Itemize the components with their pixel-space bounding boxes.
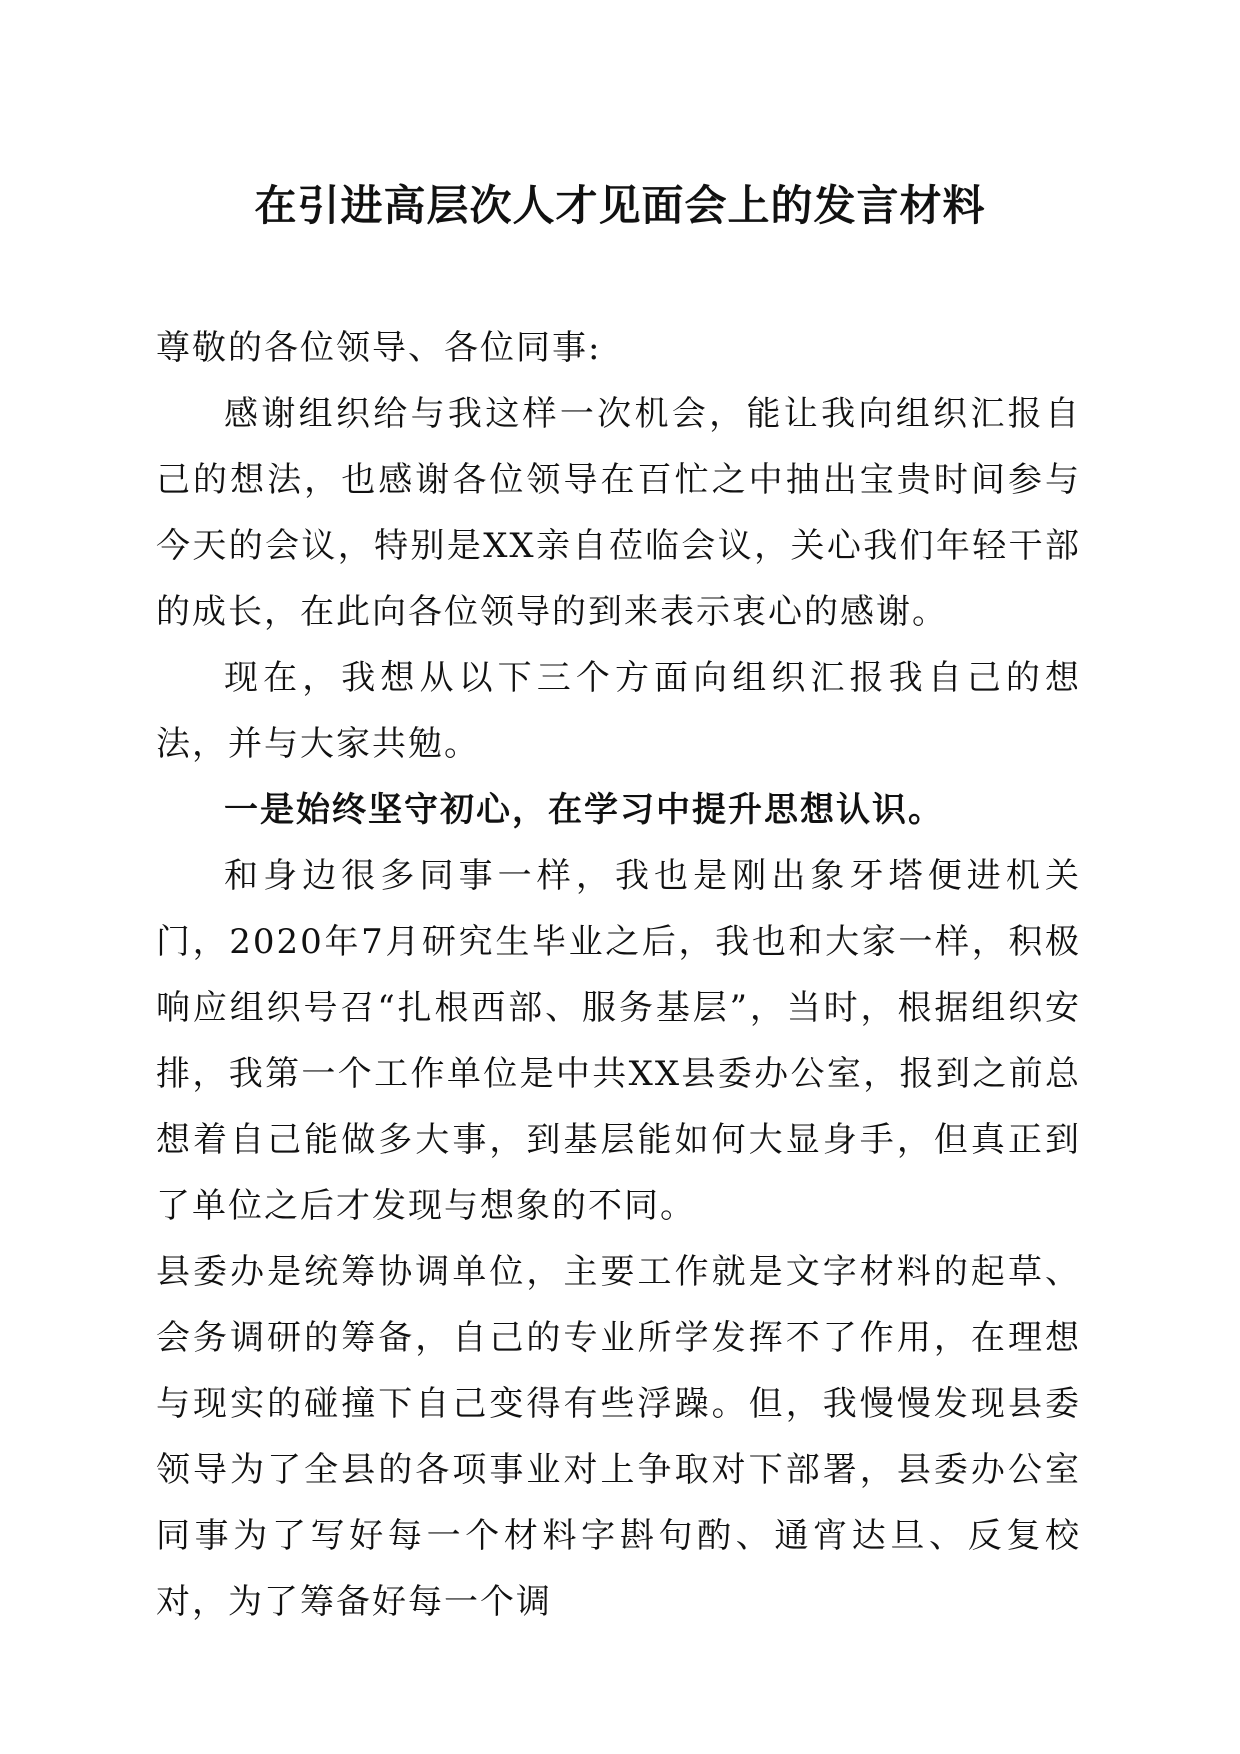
- document-title: 在引进高层次人才见面会上的发言材料: [254, 181, 986, 230]
- intro-paragraph: 现在，我想从以下三个方面向组织汇报我自己的想法，并与大家共勉。: [156, 658, 1081, 764]
- office-work-paragraph: 县委办是统筹协调单位，主要工作就是文字材料的起草、会务调研的筹备，自己的专业所学发挥不了作用，在理想与现实的碰撞下自己变得有些浮躁。但，我慢慢发现县委领导为了全县的各项事业对上争取对下部署，县委办公室同事为了写好每一个材料字斟句酌、通宵达旦、反复校对，为了筹备好每一个调: [156, 1252, 1081, 1622]
- thanks-paragraph: 感谢组织给与我这样一次机会，能让我向组织汇报自己的想法，也感谢各位领导在百忙之中抽出宝贵时间参与今天的会议，特别是XX亲自莅临会议，关心我们年轻干部的成长，在此向各位领导的到来表示衷心的感谢。: [156, 394, 1081, 632]
- section-heading-1: 一是始终坚守初心，在学习中提升思想认识。: [224, 790, 944, 830]
- document-body: [156, 315, 1081, 1635]
- experience-paragraph: 和身边很多同事一样，我也是刚出象牙塔便进机关门，2020年7月研究生毕业之后，我也和大家一样，积极响应组织号召“扎根西部、服务基层”，当时，根据组织安排，我第一个工作单位是中共XX县委办公室，报到之前总想着自己能做多大事，到基层能如何大显身手，但真正到了单位之后才发现与想象的不同。: [156, 856, 1081, 1226]
- salutation-paragraph: 尊敬的各位领导、各位同事:: [156, 328, 602, 368]
